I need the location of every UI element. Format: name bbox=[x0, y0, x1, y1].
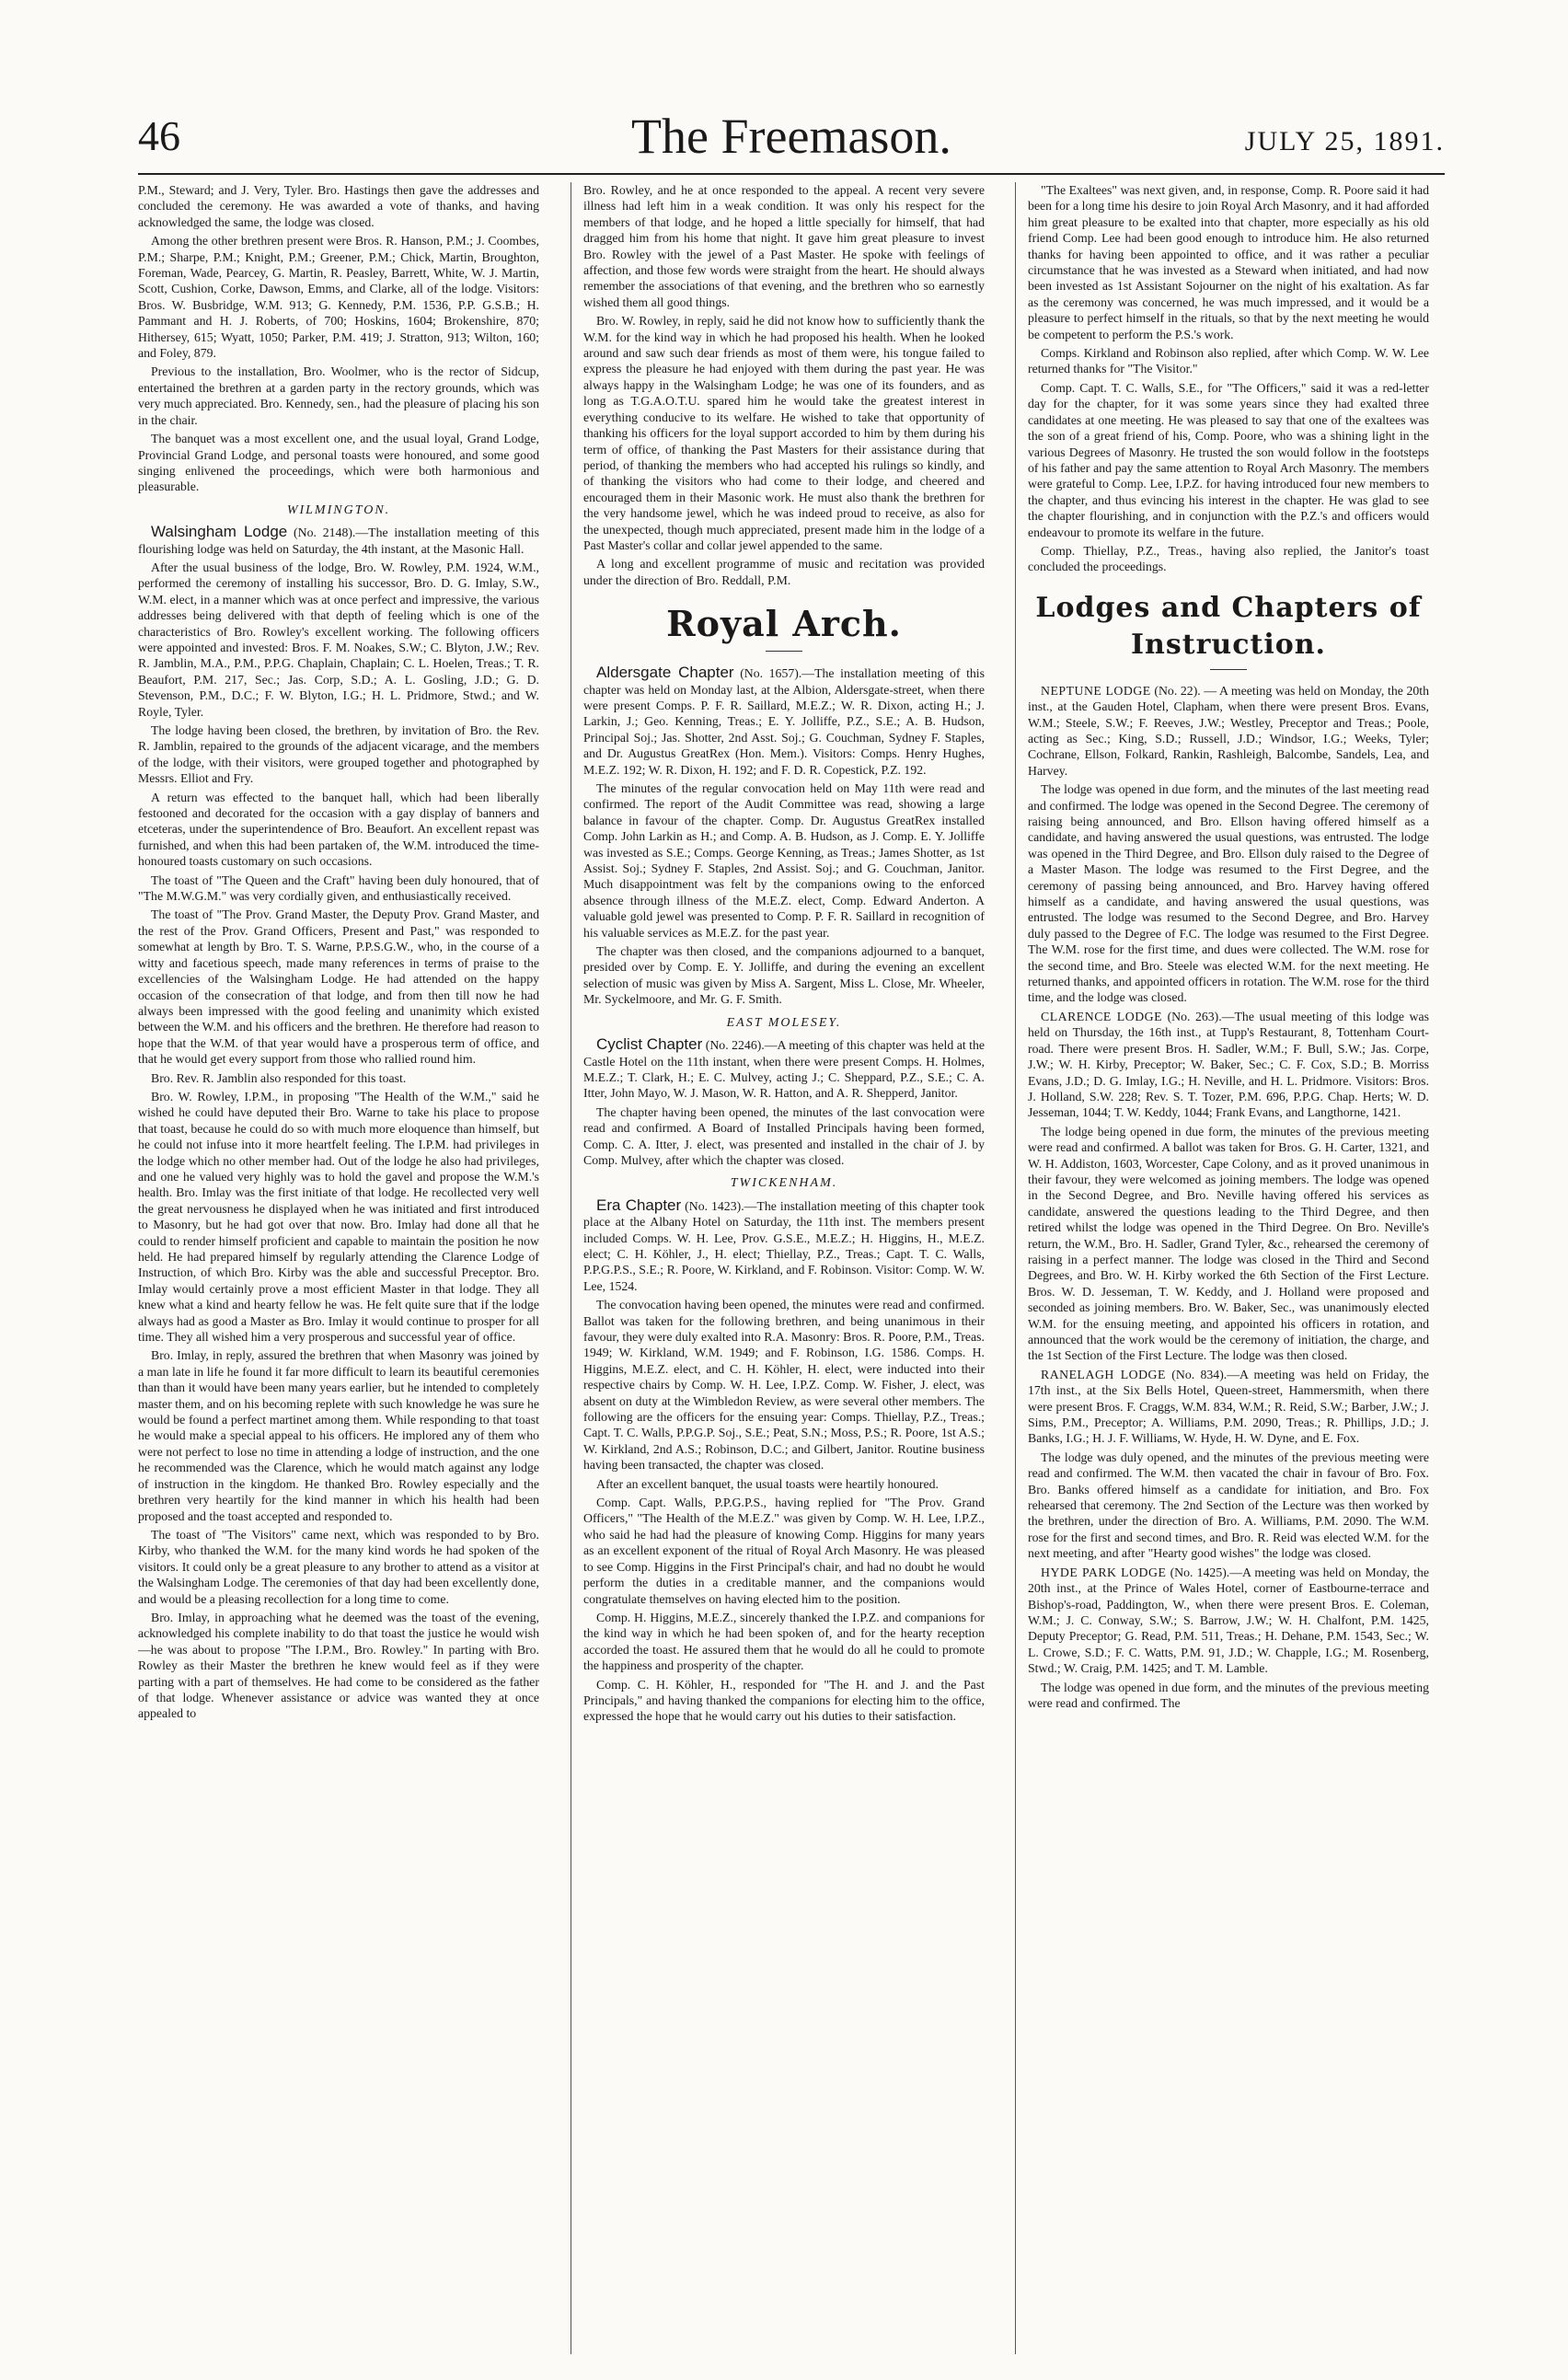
masthead bbox=[138, 109, 1445, 173]
paragraph: Bro. Imlay, in approaching what he deemed was the toast of the evening, acknowledged his complete inability to do that toast the justice he would wish—he was about to propose "The I.P.M., Bro. Rowley." In parting with Bro. Rowley as their Master the brethren he knew would feel as if they were parting with a part of themselves. He had come to be considered as the father of that lodge. Whenever assistance or advice was wanted they at once appealed to bbox=[138, 1610, 539, 1721]
column-1 bbox=[138, 182, 539, 2354]
heading-line: Instruction. bbox=[1131, 628, 1326, 661]
heading-rule bbox=[766, 651, 802, 652]
paragraph: Bro. W. Rowley, in reply, said he did not know how to sufficiently thank the W.M. for the kind way in which he had proposed his health. When he looked around and saw such dear friends as most of them were, his tongue failed to express the pleasure he had enjoyed with them during the past year. He was always happy in the Walsingham Lodge; he was one of its founders, and as long as T.G.A.O.T.U. spared him he would take the greatest interest in everything conducive to its welfare. He wished to take that opportunity of thanking his officers for the loyal support accorded to him by them during his term of office, of thanking the Past Masters for their assistance during that period, of thanking the members who had accepted his rulings so kindly, and of thanking the visitors who had come to their lodge, and cheered and encouraged them in their Masonic work. He must also thank the brethren for the very handsome jewel, which he was indeed proud to receive, as also for the unexpected, though much appreciated, present made him in the lodge of a Past Master's collar and collar jewel appended to the same. bbox=[583, 314, 985, 552]
paragraph: Among the other brethren present were Bros. R. Hanson, P.M.; J. Coombes, P.M.; Sharpe, P.M.; Knight, P.M.; Greener, P.M.; Chick, Martin, Broughton, Foreman, Wade, Pearcey, G. Martin, R. Peasley, Barrett, White, W. J. Martin, Scott, Cushion, Corke, Dawson, Emms, and Clarke, all of the lodge. Visitors: Bros. W. Busbridge, W.M. 913; G. Kennedy, P.M. 1536, P.P. G.S.B.; H. Pammant and H. J. Roberts, of 700; Hoskins, 1604; Brokenshire, 870; Hithersey, 615; Wyatt, 1050; Parker, P.M. 419; J. Stratton, 913; Wilton, 160; and Foley, 879. bbox=[138, 234, 539, 361]
header-rule bbox=[138, 173, 1445, 175]
paragraph: The banquet was a most excellent one, and the usual loyal, Grand Lodge, Provincial Grand Lodge, and personal toasts were honoured, and some good singing enlivened the proceedings, which were both harmonious and pleasurable. bbox=[138, 432, 539, 494]
paragraph: A long and excellent programme of music and recitation was provided under the direction of Bro. Reddall, P.M. bbox=[583, 557, 985, 587]
paragraph: Bro. W. Rowley, I.P.M., in proposing "The Health of the W.M.," said he wished he could have deputed their Bro. Warne to take his place to propose that toast, because he could do so with much more eloquence than himself, but he could not infuse into it more heartfelt feeling. The I.P.M. had privileges in the lodge which no other member had. Out of the lodge he also had privileges, and one he valued very highly was to hold the gavel and propose the W.M.'s health. Bro. Imlay was the first initiate of that lodge. He recollected very well the great nervousness he displayed when he was initiated and first introduced to Masonry, but he had got over that now. Bro. Imlay had done all that he could to render himself proficient and capable to maintain the position he now held. He had prepared himself by regularly attending the Clarence Lodge of Instruction, of which Bro. Kirby was the able and successful Preceptor. Bro. Imlay would certainly prove a most efficient Master in that lodge. They all knew what a kind and hearty fellow he was. He felt quite sure that if the lodge always had as good a Master as Bro. Imlay it would continue to prosper for all time. They all wished him a very prosperous and successful year of office. bbox=[138, 1089, 539, 1345]
paragraph: The chapter was then closed, and the companions adjourned to a banquet, presided over by Comp. E. Y. Jolliffe, and during the evening an excellent selection of music was given by Miss A. Sargent, Miss L. Close, Mr. Wheeler, Mr. Syckelmoore, and Mr. G. F. Smith. bbox=[583, 944, 985, 1007]
paragraph: Comp. C. H. Köhler, H., responded for "The H. and J. and the Past Principals," and having thanked the companions for electing him to the office, expressed the hope that he would carry out his duties to their satisfaction. bbox=[583, 1677, 985, 1724]
paragraph: The lodge was opened in due form, and the minutes of the previous meeting were read and confirmed. The bbox=[1028, 1680, 1429, 1710]
report-cyclist: Cyclist Chapter (No. 2246).—A meeting of this chapter was held at the Castle Hotel on the 11th instant, when there were present Comps. H. Holmes, M.E.Z.; T. Clark, H.; E. C. Mulvey, acting J.; C. Sheppard, P.Z., S.E.; C. A. Itter, John Mayo, W. J. Mason, W. R. Hatton, and A. R. Shepperd, Janitor. bbox=[583, 1035, 985, 1101]
chapter-name: Aldersgate Chapter bbox=[596, 664, 734, 682]
paragraph: The toast of "The Prov. Grand Master, the Deputy Prov. Grand Master, and the rest of the Prov. Grand Officers, Present and Past," was responded to somewhat at length by Bro. T. S. Warne, P.P.S.G.W., who, in the course of a witty and facetious speech, made many references in terms of praise to the excellencies of the Walsingham Lodge. He had attended on the happy occasion of the consecration of that lodge, and from then till now he had always been impressed with the good feeling and unanimity which existed between the W.M. and his officers and the brethren. He therefore had reason to hope that the W.M. of that year would have a prosperous term of office, and that he would get every support from those who rallied round him. bbox=[138, 907, 539, 1067]
paragraph: The lodge was opened in due form, and the minutes of the last meeting read and confirmed. The lodge was opened in the Second Degree. The ceremony of raising being announced, and Bro. Ellson having offered himself as a candidate, and having answered the usual questions, was entrusted. The lodge was opened in the Third Degree, and Bro. Ellson duly raised to the Degree of a Master Mason. The lodge was resumed to the First Degree, and the ceremony of passing being announced, and Bro. Harvey having offered himself as a candidate, and having answered the usual questions, was entrusted. The lodge was resumed to the Second Degree, and Bro. Harvey duly passed to the Degree of F.C. The lodge was resumed to the First Degree. The W.M. rose for the first time, and dues were collected. The W.M. rose for the second time, and Bro. Steele was elected W.M. for the next meeting. He returned thanks, and appointed officers in rotation. The W.M. rose for the third time, and the lodge was closed. bbox=[1028, 782, 1429, 1005]
heading-rule bbox=[1210, 669, 1247, 670]
paragraph: Comp. Thiellay, P.Z., Treas., having also replied, the Janitor's toast concluded the proceedings. bbox=[1028, 543, 1429, 574]
page-number: 46 bbox=[138, 112, 180, 159]
paragraph: Comp. Capt. T. C. Walls, S.E., for "The Officers," said it was a red-letter day for the chapter, for it was some years since they had exalted three candidates at one meeting. He was pleased to say that one of the exaltees was the son of a great friend of his, Comp. Poore, who was a shining light in the various Degrees of Masonry. He trusted the son would follow in the footsteps of his father and pay the same attention to Royal Arch Masonry. The members were grateful to Comp. Lee, I.P.Z. for having introduced four new members to the chapter, and thus evincing his interest in the chapter. He was glad to see the chapter flourishing, and in conjunction with the P.Z.'s and officers would endeavour to promote its welfare in the future. bbox=[1028, 380, 1429, 539]
paragraph: After the usual business of the lodge, Bro. W. Rowley, P.M. 1924, W.M., performed the ceremony of installing his successor, Bro. D. G. Imlay, S.W., W.M. elect, in a manner which was at once perfect and impressive, the various addresses being delivered with that depth of feeling which is one of the characteristics of Bro. Rowley's excellent working. The following officers were appointed and invested: Bros. F. M. Noakes, S.W.; C. Blyton, J.W.; Rev. R. Jamblin, M.A., P.M., P.P.G. Chaplain, Chaplain; C. L. Hoelen, Treas.; T. R. Beaufort, P.M. 217, Sec.; Jas. Corp, S.D.; A. L. Gosling, J.D.; G. D. Stevenson, P.M., D.C.; F. W. Blyton, I.G.; H. L. Pridmore, Stwd.; and W. Royle, Tyler. bbox=[138, 560, 539, 719]
section-heading-royal-arch: Royal Arch. bbox=[666, 603, 902, 645]
report-neptune: NEPTUNE LODGE (No. 22). — A meeting was held on Monday, the 20th inst., at the Gauden Hotel, Clapham, when there were present Bros. Evans, W.M.; Steele, S.W.; F. Reeves, J.W.; Westley, Preceptor and Treas.; Poole, acting as Sec.; King, S.D.; Russell, J.D.; Windsor, I.G.; Weeks, Tyler; Cochrane, Ellson, Folkard, Rankin, Rashleigh, Balcombe, Sandels, Lea, and Harvey. bbox=[1028, 683, 1429, 778]
paragraph: Bro. Imlay, in reply, assured the brethren that when Masonry was joined by a man late in life he found it far more difficult to learn its beautiful ceremonies than than it would have been many years earlier, but he intended to completely master them, and on his becoming replete with such knowledge he was sure he would be found a perfect martinet among them. While responding to that toast he would make a special appeal to his officers. He implored any of them who were not perfect to lose no time in attending a lodge of instruction, and the one he recommended was the Clarence, which he would match against any lodge of instruction in the kingdom. He thanked Bro. Rowley especially and the brethren very heartily for the kind manner in which his health had been proposed and the toast accepted and responded to. bbox=[138, 1348, 539, 1523]
report-walsingham: Walsingham Lodge (No. 2148).—The installation meeting of this flourishing lodge was held on Saturday, the 4th instant, at the Masonic Hall. bbox=[138, 523, 539, 556]
column-3 bbox=[1028, 182, 1429, 2354]
lodge-name: HYDE PARK LODGE bbox=[1041, 1565, 1167, 1579]
report-aldersgate: Aldersgate Chapter (No. 1657).—The installation meeting of this chapter was held on Monday last, at the Albion, Aldersgate-street, when there were present Comps. P. F. R. Saillard, M.E.Z.; W. R. Dixon, acting H.; J. Larkin, J.; Geo. Kenning, Treas.; E. Y. Jolliffe, P.Z., S.E.; A. B. Hudson, Principal Soj.; Jas. Shotter, 2nd Asst. Soj.; G. Couchman, Sydney F. Staples, and Dr. Augustus GreatRex (Hon. Mem.). Visitors: Comps. Henry Hughes, M.E.Z. 192; W. R. Dixon, H. 192; and F. D. R. Copestick, P.Z. 192. bbox=[583, 664, 985, 777]
paragraph: The lodge having been closed, the brethren, by invitation of Bro. the Rev. R. Jamblin, repaired to the grounds of the adjacent vicarage, and the members of the lodge, with their visitors, were grouped together and photographed by Messrs. Elliot and Fry. bbox=[138, 723, 539, 786]
column-divider bbox=[1015, 182, 1016, 2354]
lodge-name: Walsingham Lodge bbox=[151, 523, 288, 541]
paragraph: The convocation having been opened, the minutes were read and confirmed. Ballot was taken for the following brethren, and being unanimous in their favour, they were duly exalted into R.A. Masonry: Bros. R. Poore, P.M., Treas. 1949; W. Kirkland, W.M. 1949; and F. Robinson, I.G. 1586. Comps. H. Higgins, M.E.Z. elect, and C. H. Köhler, H. elect, were inducted into their respective chairs by Comp. W. H. Lee, I.P.Z. Comp. W. Fisher, J. elect, was absent on duty at the Wimbledon Review, as were several other members. The following are the officers for the ensuing year: Comps. Thiellay, P.Z., Treas.; Capt. T. C. Walls, P.P.G.P. Soj., S.E.; Peat, S.N.; Moss, P.S.; R. Poore, 1st A.S.; W. Kirkland, 2nd A.S.; Robinson, D.C.; and Gilbert, Janitor. Routine business having been transacted, the chapter was closed. bbox=[583, 1298, 985, 1473]
section-subheading: TWICKENHAM. bbox=[730, 1176, 838, 1191]
paragraph: The chapter having been opened, the minutes of the last convocation were read and confirmed. A Board of Installed Principals having been formed, Comp. C. A. Itter, J. elect, was presented and installed in the chair of J. by Comp. Mulvey, after which the chapter was closed. bbox=[583, 1104, 985, 1167]
paragraph: Comps. Kirkland and Robinson also replied, after which Comp. W. W. Lee returned thanks for "The Visitor." bbox=[1028, 346, 1429, 376]
section-subheading: WILMINGTON. bbox=[286, 503, 391, 517]
column-2 bbox=[583, 182, 985, 2354]
paragraph: Bro. Rev. R. Jamblin also responded for this toast. bbox=[151, 1070, 407, 1085]
report-ranelagh: RANELAGH LODGE (No. 834).—A meeting was held on Friday, the 17th inst., at the Six Bells Hotel, Queen-street, Hammersmith, when there were present Bros. F. Craggs, W.M. 834, W.M.; R. Reid, S.W.; Barber, J.W.; J. Sims, P.M., Preceptor; A. Williams, P.M. 2090, Treas.; R. Phillips, J.D.; J. Banks, I.G.; H. J. F. Williams, W. Hyde, H. W. Dyne, and E. Fox. bbox=[1028, 1367, 1429, 1446]
paragraph: Comp. Capt. Walls, P.P.G.P.S., having replied for "The Prov. Grand Officers," "The Health of the M.E.Z." was given by Comp. W. H. Lee, I.P.Z., who said he had had the pleasure of knowing Comp. Higgins for many years as an excellent exponent of the ritual of Royal Arch Masonry. He was pleased to see Comp. Higgins in the First Principal's chair, and had no doubt he would perform the duties in a creditable manner, and the companions would congratulate themselves on having elected him to the position. bbox=[583, 1496, 985, 1606]
lodge-name: CLARENCE LODGE bbox=[1041, 1009, 1163, 1023]
newspaper-title: The Freemason. bbox=[631, 109, 951, 164]
paragraph: After an excellent banquet, the usual toasts were heartily honoured. bbox=[596, 1476, 939, 1491]
report-era: Era Chapter (No. 1423).—The installation meeting of this chapter took place at the Albany Hotel on Saturday, the 11th inst. The members present included Comps. W. H. Lee, Prov. G.S.E., M.E.Z.; H. Higgins, H., M.E.Z. elect; C. H. Köhler, J., H. elect; Thiellay, P.Z., Treas.; Capt. T. C. Walls, P.P.G.P.S., S.E.; R. Poore, W. Kirkland, and F. Robinson. Visitor: Comp. W. W. Lee, 1524. bbox=[583, 1196, 985, 1293]
report-clarence: CLARENCE LODGE (No. 263).—The usual meeting of this lodge was held on Thursday, the 16th inst., at Tupp's Restaurant, 8, Tottenham Court-road. There were present Bros. H. Sadler, W.M.; F. Bull, S.W.; Jas. Corpe, J.W.; W. H. Kirby, Preceptor; W. Baker, Sec.; C. F. Cox, S.D.; B. Morriss Evans, J.D.; D. G. Imlay, I.G.; H. Neville, and H. L. Pridmore. Visitors: Bros. J. Holland, S.W. 228; Rev. S. T. Tozer, P.M. 696, P.P.G. Chap. Herts; W. D. Jesseman, 1044; T. W. Keddy, 1044; Frank Evans, and Langthorne, 1421. bbox=[1028, 1009, 1429, 1120]
paragraph: The lodge was duly opened, and the minutes of the previous meeting were read and confirmed. The W.M. then vacated the chair in favour of Bro. Fox. Bro. Banks offered himself as a candidate for initiation, and Bro. Fox rehearsed that ceremony. The 2nd Section of the Lecture was then worked by the brethren, under the direction of Bro. A. Williams, P.M. 2090. The W.M. rose for the first and second times, and Bro. R. Reid was elected W.M. for the next meeting, and after "Hearty good wishes" the lodge was closed. bbox=[1028, 1450, 1429, 1561]
chapter-name: Cyclist Chapter bbox=[596, 1035, 703, 1054]
issue-date: JULY 25, 1891. bbox=[1244, 126, 1445, 156]
paragraph: The minutes of the regular convocation held on May 11th were read and confirmed. The report of the Audit Committee was read, showing a large balance in favour of the chapter. Comp. Dr. Augustus GreatRex installed Comp. John Larkin as H.; and Comp. A. B. Hudson, as J. Comp. E. Y. Jolliffe was invested as S.E.; Comps. George Kenning, as Treas.; James Shotter, as 1st Assist. Soj.; Sydney F. Staples, 2nd Assist. Soj.; and G. Couchman, Janitor. Much disappointment was felt by the companions owing to the enforced absence through illness of the M.E.Z. elect, Comp. Edward Anderton. A valuable gold jewel was presented to Comp. P. F. R. Saillard in recognition of his valuable services as M.E.Z. for the past year. bbox=[583, 781, 985, 940]
paragraph: Bro. Rowley, and he at once responded to the appeal. A recent very severe illness had left him in a weak condition. It was only his respect for the members of that lodge, and he hoped a little specially for himself, that had dragged him from his home that night. It gave him great pleasure to invest Bro. Rowley with the jewel of a Past Master. He spoke with feelings of affection, and those few words were straight from the heart. He should always remember the associations of that evening, and the brethren who so earnestly wished them all good things. bbox=[583, 183, 985, 309]
heading-line: Lodges and Chapters of bbox=[1035, 591, 1422, 624]
paragraph: Previous to the installation, Bro. Woolmer, who is the rector of Sidcup, entertained the brethren at a garden party in the rectory grounds, which was very much appreciated. Bro. Kennedy, sen., had the pleasure of placing his son in the chair. bbox=[138, 364, 539, 427]
paragraph: Comp. H. Higgins, M.E.Z., sincerely thanked the I.P.Z. and companions for the kind way in which he had been spoken of, and for the hearty reception accorded the toast. He assured them that he would do all he could to promote the happiness and prosperity of the chapter. bbox=[583, 1610, 985, 1673]
paragraph: The toast of "The Visitors" came next, which was responded to by Bro. Kirby, who thanked the W.M. for the many kind words he had spoken of the visitors. It could only be a great pleasure to any brother to attend as a visitor at the Walsingham Lodge. The ceremonies of that day had been excellently done, and would be a pleasing recollection for a long time to come. bbox=[138, 1527, 539, 1606]
paragraph: The toast of "The Queen and the Craft" having been duly honoured, that of "The M.W.G.M." was very cordially given, and enthusiastically received. bbox=[138, 872, 539, 904]
paragraph: "The Exaltees" was next given, and, in response, Comp. R. Poore said it had been for a long time his desire to join Royal Arch Masonry, and it had afforded him great pleasure to be exalted into that chapter, more especially as his old friend Comp. Lee had been good enough to introduce him. He also returned thanks for having been appointed to office, and it was rather a peculiar circumstance that he was invested as a Steward when initiated, and had now been invested as 1st Assistant Sojourner on the night of his exaltation. As far as the ceremony was concerned, he was much impressed, and it would be a pleasure to perfect himself in the rituals, so that by the next meeting he would be competent to perform the P.S.'s work. bbox=[1028, 183, 1429, 341]
chapter-name: Era Chapter bbox=[596, 1196, 682, 1214]
paragraph: A return was effected to the banquet hall, which had been liberally festooned and decorated for the occasion with a gay display of banners and etceteras, under the superintendence of Bro. Beaufort. An excellent repast was furnished, and when this had been partaken of, the W.M. introduced the time-honoured toasts customary on such occasions. bbox=[138, 790, 539, 869]
section-heading-lodges-of-instruction bbox=[1028, 590, 1429, 664]
paragraph: The lodge being opened in due form, the minutes of the previous meeting were read and confirmed. A ballot was taken for Bros. G. H. Carter, 1321, and W. H. Addiston, 1603, Worcester, Cape Colony, and as it proved unanimous in their favour, they were welcomed as joining members. The lodge was opened in the Second Degree, and Bro. Neville having offered his services as candidate, answered the questions leading to the Third Degree, and then retired whilst the lodge was opened in the Third Degree. On Bro. Neville's return, the W.M., Bro. H. Sadler, Grand Tyler, &c., rehearsed the ceremony of raising in a perfect manner. The lodge was closed in the Third and Second Degrees, and Bro. W. H. Kirby worked the 6th Section of the First Lecture. Bros. W. D. Jesseman, T. W. Keddy, and J. Holland were proposed and seconded as joining members. Bro. W. Baker, Sec., was unanimously elected W.M. for the ensuing meeting, and appointed his officers in rotation, and announced that the work would be the ceremony of initiation, the charge, and the 1st Section of the First Lecture. The lodge was then closed. bbox=[1028, 1124, 1429, 1363]
report-hyde-park: HYDE PARK LODGE (No. 1425).—A meeting was held on Monday, the 20th inst., at the Prince of Wales Hotel, corner of Eastbourne-terrace and Bishop's-road, Paddington, W., when there were present Bros. E. Coleman, W.M.; J. C. Conway, S.W.; S. Barrow, J.W.; W. H. Chalfont, P.M. 1425, Deputy Preceptor; G. Read, P.M. 511, Treas.; H. Dehane, P.M. 1543, Sec.; W. L. Crowe, S.D.; F. C. Watts, P.M. 91, J.D.; W. Chapple, I.G.; M. Rosenberg, Stwd.; W. Craig, P.M. 1425; and T. M. Lamble. bbox=[1028, 1565, 1429, 1676]
lodge-name: RANELAGH LODGE bbox=[1041, 1367, 1166, 1381]
paragraph: P.M., Steward; and J. Very, Tyler. Bro. Hastings then gave the addresses and concluded the ceremony. He was awarded a vote of thanks, and having acknowledged the same, the lodge was closed. bbox=[138, 183, 539, 229]
section-subheading: EAST MOLESEY. bbox=[726, 1015, 842, 1030]
lodge-name: NEPTUNE LODGE bbox=[1041, 683, 1151, 698]
